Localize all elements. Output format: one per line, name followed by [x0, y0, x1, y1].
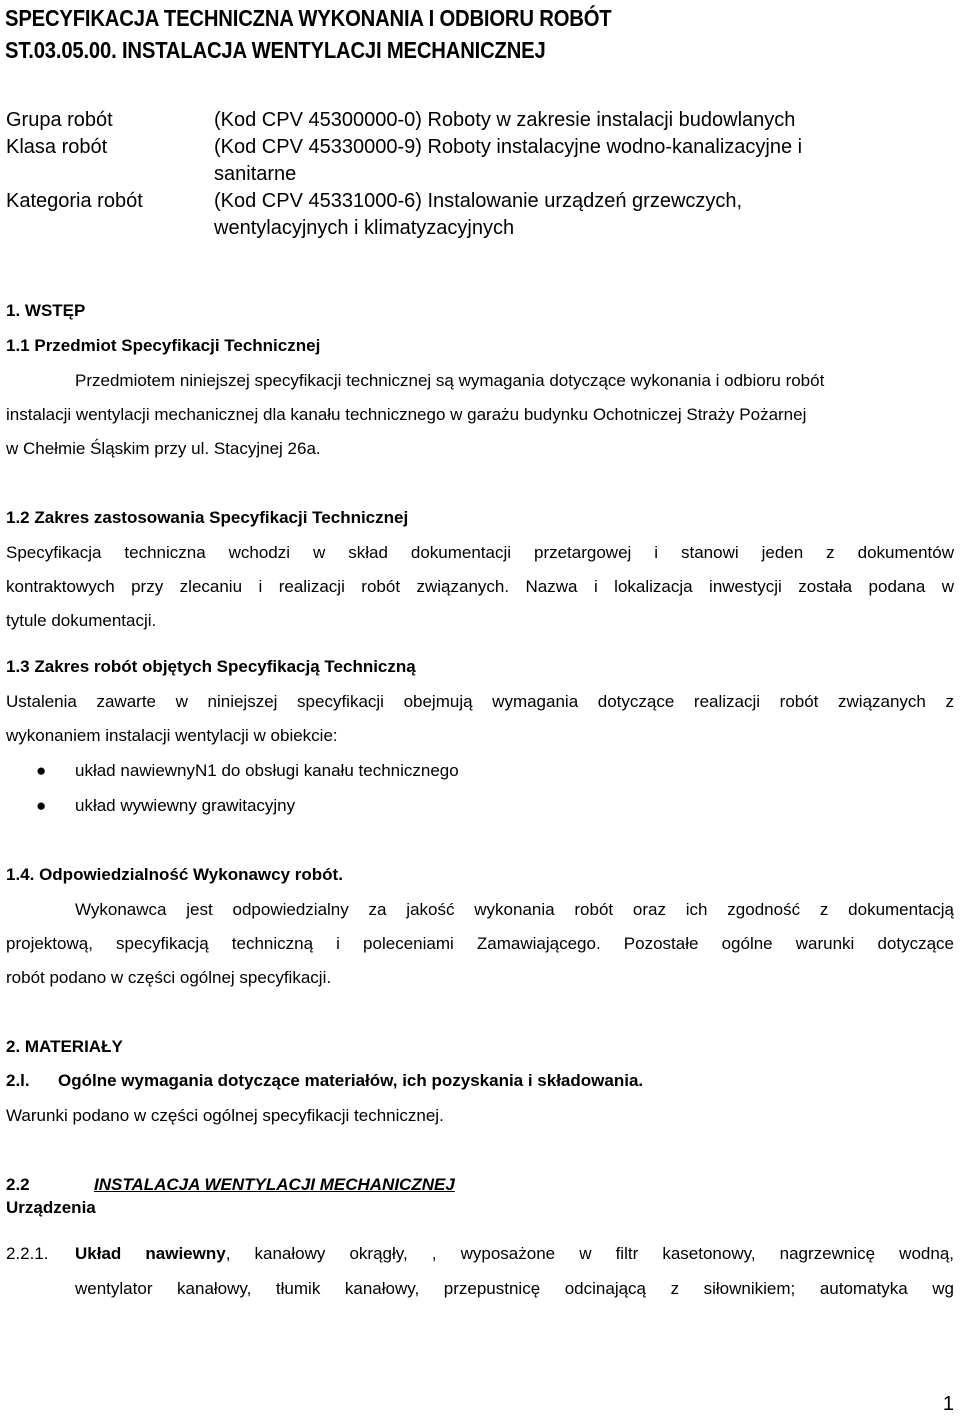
list-item: układ nawiewnyN1 do obsługi kanału technicznego — [75, 761, 459, 780]
section-2-heading: 2. MATERIAŁY — [6, 1037, 123, 1056]
section-2-2-1-line-1-rest: , kanałowy okrągły, , wyposażone w filtr kasetonowy, nagrzewnicę wodną, — [225, 1244, 954, 1263]
classification-labels — [6, 107, 143, 215]
section-1-4-line-2: projektową, specyfikacją techniczną i poleceniami Zamawiającego. Pozostałe ogólne warunki dotyczące — [6, 934, 954, 953]
section-1-2-heading: 1.2 Zakres zastosowania Specyfikacji Technicznej — [6, 508, 409, 527]
section-2-2-1-number: 2.2.1. — [6, 1244, 49, 1263]
section-1-3-heading: 1.3 Zakres robót objętych Specyfikacją Techniczną — [6, 657, 416, 676]
category-label: Kategoria robót — [6, 190, 143, 212]
section-1-2-line-1: Specyfikacja techniczna wchodzi w skład dokumentacji przetargowej i stanowi jeden z dokumentów — [6, 543, 954, 562]
section-2-2-1-line-2: wentylator kanałowy, tłumik kanałowy, przepustnicę odcinającą z siłownikiem; automatyka wg — [75, 1279, 954, 1298]
section-1-3-line-1: Ustalenia zawarte w niniejszej specyfikacji obejmują wymagania dotyczące realizacji robót związanych z — [6, 692, 954, 711]
section-2-1-heading: Ogólne wymagania dotyczące materiałów, ich pozyskania i składowania. — [58, 1071, 644, 1090]
section-2-2-1-line-1 — [75, 1244, 954, 1264]
class-value-line-1: (Kod CPV 45330000-9) Roboty instalacyjne wodno-kanalizacyjne i — [214, 136, 803, 158]
classification-values — [214, 107, 954, 242]
category-value-line-2: wentylacyjnych i klimatyzacyjnych — [214, 217, 515, 239]
document-title-line-1: SPECYFIKACJA TECHNICZNA WYKONANIA I ODBIORU ROBÓT — [5, 5, 612, 31]
document-title-line-2: ST.03.05.00. INSTALACJA WENTYLACJI MECHANICZNEJ — [5, 37, 546, 63]
spacer — [6, 161, 143, 188]
section-1-1-line-2: instalacji wentylacji mechanicznej dla kanału technicznego w garażu budynku Ochotniczej Straży Pożarnej — [6, 405, 807, 424]
section-2-1-number: 2.l. — [6, 1071, 30, 1090]
section-1-1-heading: 1.1 Przedmiot Specyfikacji Technicznej — [6, 336, 321, 355]
section-1-2-line-3: tytule dokumentacji. — [6, 611, 157, 630]
section-2-2-subheading: Urządzenia — [6, 1198, 96, 1217]
class-label: Klasa robót — [6, 136, 108, 158]
section-1-4-heading: 1.4. Odpowiedzialność Wykonawcy robót. — [6, 865, 343, 884]
section-2-2-number: 2.2 — [6, 1175, 30, 1194]
section-1-heading: 1. WSTĘP — [6, 301, 86, 320]
section-2-1-line-1: Warunki podano w części ogólnej specyfikacji technicznej. — [6, 1106, 444, 1125]
section-1-1-line-3: w Chełmie Śląskim przy ul. Stacyjnej 26a. — [6, 439, 321, 458]
section-2-2-heading: INSTALACJA WENTYLACJI MECHANICZNEJ — [94, 1175, 455, 1194]
section-1-2-line-2: kontraktowych przy zlecaniu i realizacji robót związanych. Nazwa i lokalizacja inwestycji została podana w — [6, 577, 954, 596]
list-item: układ wywiewny grawitacyjny — [75, 796, 296, 815]
class-value-line-2: sanitarne — [214, 163, 297, 185]
document-title — [5, 2, 841, 66]
group-value: (Kod CPV 45300000-0) Roboty w zakresie instalacji budowlanych — [214, 109, 796, 131]
section-1-3-line-2: wykonaniem instalacji wentylacji w obiekcie: — [6, 726, 338, 745]
section-1-4-line-3: robót podano w części ogólnej specyfikacji. — [6, 968, 332, 987]
category-value-line-1: (Kod CPV 45331000-6) Instalowanie urządzeń grzewczych, — [214, 190, 743, 212]
section-1-4-line-1: Wykonawca jest odpowiedzialny za jakość wykonania robót oraz ich zgodność z dokumentacją — [75, 900, 954, 919]
section-2-2-1-bold-lead: Układ nawiewny — [75, 1244, 226, 1263]
page-number: 1 — [942, 1393, 954, 1415]
bullet-dot-icon: ● — [36, 796, 47, 815]
group-label: Grupa robót — [6, 109, 113, 131]
section-1-1-line-1: Przedmiotem niniejszej specyfikacji technicznej są wymagania dotyczące wykonania i odbioru robót — [75, 371, 825, 390]
bullet-dot-icon: ● — [36, 761, 47, 780]
